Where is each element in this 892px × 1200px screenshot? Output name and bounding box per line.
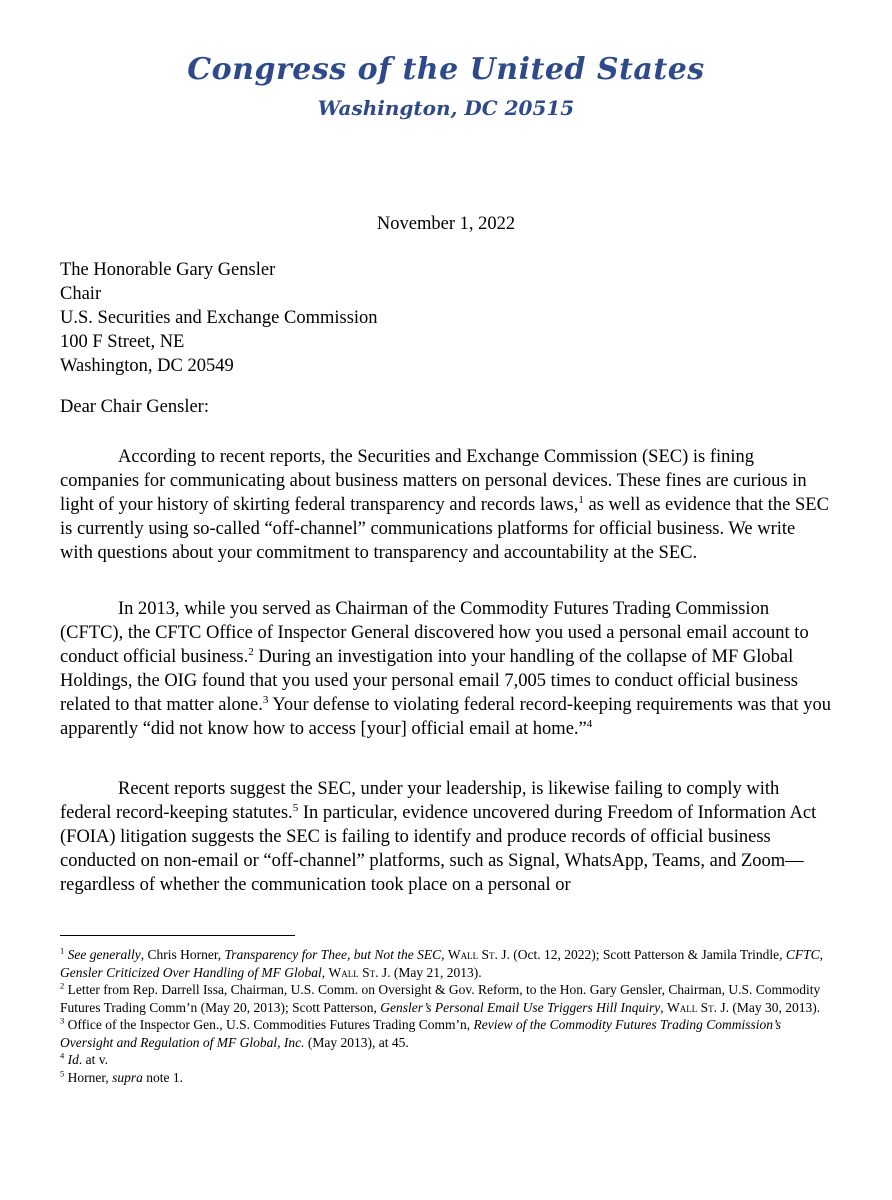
footnote-ref[interactable]: 4 <box>586 717 593 730</box>
body-paragraph-1: According to recent reports, the Securities and Exchange Commission (SEC) is fining companies for communicating about business matters on personal devices. These fines are curious in light of your history of skirting federal transparency and records laws,$^1$ as well as evidence that the SEC is currently using so-called “off-channel” communications platforms for official business. We write with questions about your commitment to transparency and accountability at the SEC. <box>60 447 829 563</box>
footnote-1: $^1$ See generally, Chris Horner, Transparency for Thee, but Not the SEC, Wall St. J. (Oct. 12, 2022); Scott Patterson & Jamila Trindle, CFTC, Gensler Criticized Over Handling of MF Global, Wall St. J. (May 21, 2013). <box>60 945 824 980</box>
footnotes <box>60 946 832 1086</box>
letterhead-title: Congress of the United States <box>187 52 705 87</box>
footnote-ref[interactable]: 3 <box>262 693 269 706</box>
footnote-ref[interactable]: 2 <box>248 645 254 658</box>
recipient-address <box>60 258 378 378</box>
footnote-5: $^5$ Horner, supra note 1. <box>60 1068 183 1085</box>
address-line: U.S. Securities and Exchange Commission <box>60 308 378 328</box>
footnote-4: $^4$ Id. at v. <box>60 1050 108 1067</box>
footnote-ref[interactable]: 1 <box>578 493 584 506</box>
address-line: The Honorable Gary Gensler <box>60 260 276 280</box>
address-line: 100 F Street, NE <box>60 332 185 352</box>
body-paragraph-3: Recent reports suggest the SEC, under your leadership, is likewise failing to comply with federal record-keeping statutes.$^5$ In particular, evidence uncovered during Freedom of Information Act (FOIA) litigation suggests the SEC is failing to identify and produce records of official business conducted on non-email or “off-channel” platforms, such as Signal, WhatsApp, Teams, and Zoom—regardless of whether the communication took place on a personal or <box>60 779 817 895</box>
body-paragraph-2: In 2013, while you served as Chairman of the Commodity Futures Trading Commission (CFTC), the CFTC Office of Inspector General discovered how you used a personal email account to conduct official business.$^2$ During an investigation into your handling of the collapse of MF Global Holdings, the OIG found that you used your personal email 7,005 times to conduct official business related to that matter alone.$^3$ Your defense to violating federal record-keeping requirements was that you apparently “did not know how to access [your] official email at home.”$^4$ <box>60 599 831 739</box>
address-line: Washington, DC 20549 <box>60 356 234 376</box>
footnote-separator <box>60 935 295 936</box>
address-line: Chair <box>60 284 102 304</box>
letter-date: November 1, 2022 <box>376 214 516 234</box>
letterhead-city: Washington, DC 20515 <box>317 96 575 120</box>
footnote-2: $^2$ Letter from Rep. Darrell Issa, Chairman, U.S. Comm. on Oversight & Gov. Reform, to the Hon. Gary Gensler, Chairman, U.S. Commodity Futures Trading Comm’n (May 20, 2013); Scott Patterson, Gensler’s Personal Email Use Triggers Hill Inquiry, Wall St. J. (May 30, 2013). <box>60 980 821 1015</box>
footnote-3: $^3$ Office of the Inspector Gen., U.S. Commodities Futures Trading Comm’n, Review of the Commodity Futures Trading Commission’s Oversight and Regulation of MF Global, Inc. (May 2013), at 45. <box>60 1015 781 1050</box>
footnote-ref[interactable]: 5 <box>292 801 299 814</box>
salutation: Dear Chair Gensler: <box>60 397 209 417</box>
